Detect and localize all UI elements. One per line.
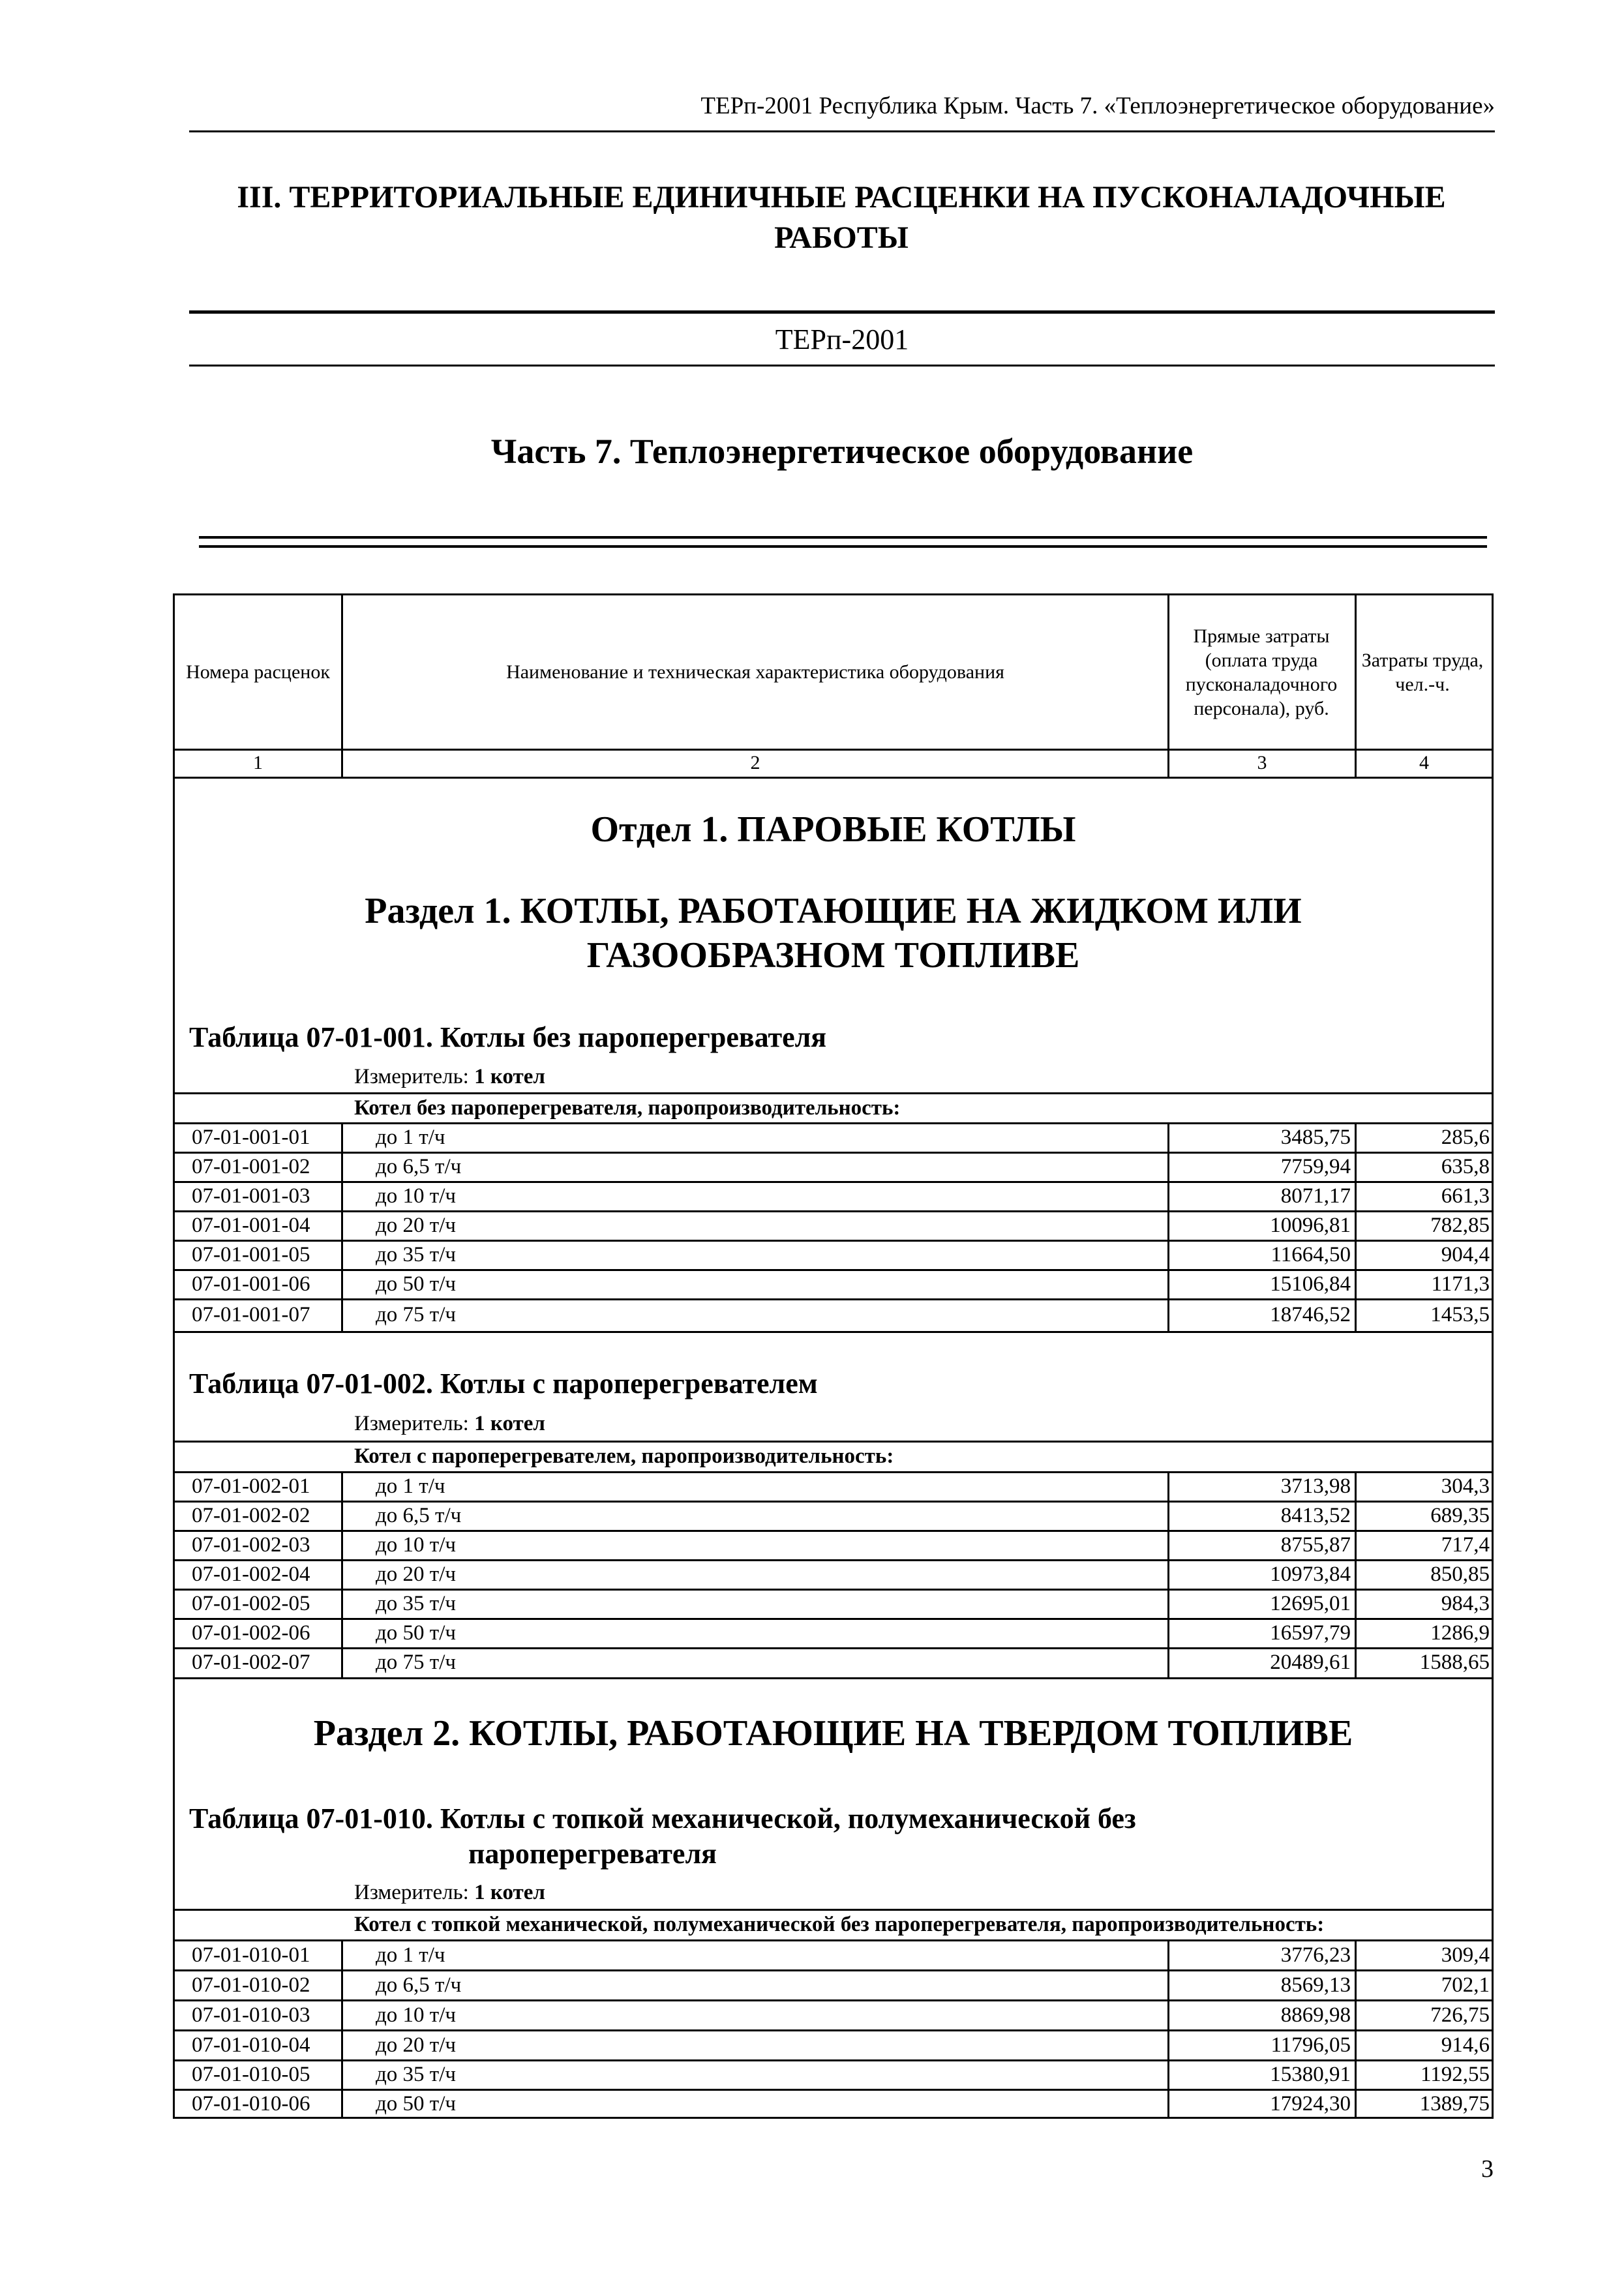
- row-name: до 10 т/ч: [376, 1184, 456, 1208]
- main-title: III. ТЕРРИТОРИАЛЬНЫЕ ЕДИНИЧНЫЕ РАСЦЕНКИ НА ПУСКОНАЛАДОЧНЫЕ РАБОТЫ: [237, 180, 1446, 255]
- row-cost: 11796,05: [1271, 2033, 1351, 2057]
- row-labor: 635,8: [1441, 1155, 1490, 1178]
- collection-code: ТЕРп-2001: [775, 323, 909, 355]
- row-code: 07-01-002-06: [192, 1621, 310, 1645]
- row-name: до 6,5 т/ч: [376, 1155, 462, 1178]
- column-number: 2: [750, 752, 760, 773]
- measurer-unit: 1 котел: [474, 1065, 545, 1088]
- running-header: ТЕРп-2001 Республика Крым. Часть 7. «Теплоэнергетическое оборудование»: [700, 93, 1495, 119]
- table-rule: [173, 1909, 1494, 1911]
- row-name: до 75 т/ч: [376, 1303, 456, 1326]
- row-code: 07-01-001-06: [192, 1272, 310, 1296]
- column-number: 4: [1419, 752, 1429, 773]
- row-name: до 75 т/ч: [376, 1651, 456, 1674]
- row-code: 07-01-002-05: [192, 1592, 310, 1615]
- category-row: Котел с топкой механической, полумеханической без пароперегревателя, паропроизводительность:: [354, 1913, 1325, 1936]
- collection-code-block: [189, 310, 1495, 367]
- row-name: до 50 т/ч: [376, 2092, 456, 2116]
- row-labor: 717,4: [1441, 1533, 1490, 1557]
- row-code: 07-01-001-05: [192, 1243, 310, 1266]
- measurer-label: Измеритель:: [354, 1065, 469, 1088]
- row-labor: 1588,65: [1419, 1651, 1490, 1674]
- header-col-labor: Затраты труда, чел.-ч.: [1361, 649, 1484, 695]
- row-code: 07-01-010-06: [192, 2092, 310, 2116]
- row-labor: 782,85: [1430, 1214, 1490, 1237]
- row-labor: 984,3: [1441, 1592, 1490, 1615]
- header-rule-bottom: [173, 777, 1494, 779]
- row-cost: 3776,23: [1280, 1943, 1351, 1967]
- row-labor: 702,1: [1441, 1973, 1490, 1997]
- measurer: [354, 1064, 545, 1090]
- table-title: Таблица 07-01-010. Котлы с топкой механической, полумеханической без: [189, 1803, 1136, 1834]
- row-cost: 3713,98: [1280, 1474, 1351, 1498]
- column-number: 3: [1257, 752, 1267, 773]
- table-rule: [173, 1441, 1494, 1443]
- row-code: 07-01-002-03: [192, 1533, 310, 1557]
- row-labor: 285,6: [1441, 1126, 1490, 1149]
- row-cost: 7759,94: [1280, 1155, 1351, 1178]
- measurer-unit: 1 котел: [474, 1412, 545, 1435]
- row-labor: 304,3: [1441, 1474, 1490, 1498]
- row-cost: 20489,61: [1270, 1651, 1351, 1674]
- row-labor: 1453,5: [1430, 1303, 1490, 1326]
- row-code: 07-01-001-02: [192, 1155, 310, 1178]
- row-name: до 20 т/ч: [376, 2033, 456, 2057]
- row-labor: 726,75: [1430, 2003, 1490, 2027]
- row-cost: 8755,87: [1280, 1533, 1351, 1557]
- row-name: до 6,5 т/ч: [376, 1504, 462, 1527]
- row-cost: 16597,79: [1270, 1621, 1351, 1645]
- row-labor: 1286,9: [1430, 1621, 1490, 1645]
- row-labor: 850,85: [1430, 1563, 1490, 1586]
- row-code: 07-01-010-03: [192, 2003, 310, 2027]
- row-labor: 1389,75: [1419, 2092, 1490, 2116]
- double-rule: [199, 536, 1487, 548]
- row-cost: 8869,98: [1280, 2003, 1351, 2027]
- row-code: 07-01-002-07: [192, 1651, 310, 1674]
- row-name: до 50 т/ч: [376, 1621, 456, 1645]
- measurer: [354, 1879, 545, 1906]
- row-labor: 309,4: [1441, 1943, 1490, 1967]
- row-cost: 18746,52: [1270, 1303, 1351, 1326]
- measurer-unit: 1 котел: [474, 1881, 545, 1904]
- row-code: 07-01-010-01: [192, 1943, 310, 1967]
- row-name: до 1 т/ч: [376, 1126, 445, 1149]
- row-cost: 12695,01: [1270, 1592, 1351, 1615]
- header-rule: [189, 130, 1495, 132]
- header-col-cost: Прямые затраты (оплата труда пусконаладочного персонала), руб.: [1185, 625, 1338, 719]
- header-col-name: Наименование и техническая характеристика оборудования: [506, 661, 1004, 683]
- table-rule: [173, 1092, 1494, 1094]
- category-row: Котел без пароперегревателя, паропроизводительность:: [354, 1096, 901, 1120]
- row-cost: 8569,13: [1280, 1973, 1351, 1997]
- row-name: до 1 т/ч: [376, 1943, 445, 1967]
- row-code: 07-01-001-03: [192, 1184, 310, 1208]
- row-cost: 8413,52: [1280, 1504, 1351, 1527]
- row-cost: 10973,84: [1270, 1563, 1351, 1586]
- row-code: 07-01-001-07: [192, 1303, 310, 1326]
- table-title: Таблица 07-01-002. Котлы с пароперегревателем: [189, 1368, 818, 1399]
- row-cost: 8071,17: [1280, 1184, 1351, 1208]
- row-cost: 10096,81: [1270, 1214, 1351, 1237]
- header-col-number: Номера расценок: [186, 661, 330, 683]
- row-name: до 10 т/ч: [376, 2003, 456, 2027]
- row-labor: 661,3: [1441, 1184, 1490, 1208]
- row-name: до 35 т/ч: [376, 1243, 456, 1266]
- row-cost: 3485,75: [1280, 1126, 1351, 1149]
- row-name: до 6,5 т/ч: [376, 1973, 462, 1997]
- row-code: 07-01-002-02: [192, 1504, 310, 1527]
- section-title: Раздел 2. КОТЛЫ, РАБОТАЮЩИЕ НА ТВЕРДОМ ТОПЛИВЕ: [313, 1713, 1353, 1754]
- row-name: до 35 т/ч: [376, 2063, 456, 2086]
- row-name: до 20 т/ч: [376, 1214, 456, 1237]
- row-labor: 914,6: [1441, 2033, 1490, 2057]
- row-code: 07-01-010-02: [192, 1973, 310, 1997]
- measurer-label: Измеритель:: [354, 1881, 469, 1904]
- row-cost: 15380,91: [1270, 2063, 1351, 2086]
- column-number: 1: [253, 752, 263, 773]
- row-cost: 15106,84: [1270, 1272, 1351, 1296]
- section-title: Раздел 1. КОТЛЫ, РАБОТАЮЩИЕ НА ЖИДКОМ ИЛИ ГАЗООБРАЗНОМ ТОПЛИВЕ: [365, 891, 1302, 976]
- row-name: до 20 т/ч: [376, 1563, 456, 1586]
- row-labor: 1192,55: [1420, 2063, 1490, 2086]
- row-labor: 1171,3: [1431, 1272, 1490, 1296]
- category-row: Котел с пароперегревателем, паропроизводительность:: [354, 1444, 894, 1468]
- row-name: до 50 т/ч: [376, 1272, 456, 1296]
- row-code: 07-01-010-04: [192, 2033, 310, 2057]
- row-labor: 689,35: [1430, 1504, 1490, 1527]
- row-labor: 904,4: [1441, 1243, 1490, 1266]
- row-name: до 35 т/ч: [376, 1592, 456, 1615]
- part-title: Часть 7. Теплоэнергетическое оборудование: [490, 432, 1194, 471]
- measurer: [354, 1411, 545, 1437]
- row-code: 07-01-001-04: [192, 1214, 310, 1237]
- row-code: 07-01-010-05: [192, 2063, 310, 2086]
- row-cost: 17924,30: [1270, 2092, 1351, 2116]
- row-code: 07-01-002-01: [192, 1474, 310, 1498]
- row-cost: 11664,50: [1271, 1243, 1351, 1266]
- row-code: 07-01-001-01: [192, 1126, 310, 1149]
- row-code: 07-01-002-04: [192, 1563, 310, 1586]
- table-title: Таблица 07-01-001. Котлы без пароперегревателя: [189, 1021, 827, 1053]
- department-title: Отдел 1. ПАРОВЫЕ КОТЛЫ: [590, 809, 1076, 850]
- page-number: 3: [1481, 2155, 1494, 2183]
- table-title-continued: пароперегревателя: [468, 1838, 717, 1870]
- row-name: до 10 т/ч: [376, 1533, 456, 1557]
- measurer-label: Измеритель:: [354, 1412, 469, 1435]
- row-name: до 1 т/ч: [376, 1474, 445, 1498]
